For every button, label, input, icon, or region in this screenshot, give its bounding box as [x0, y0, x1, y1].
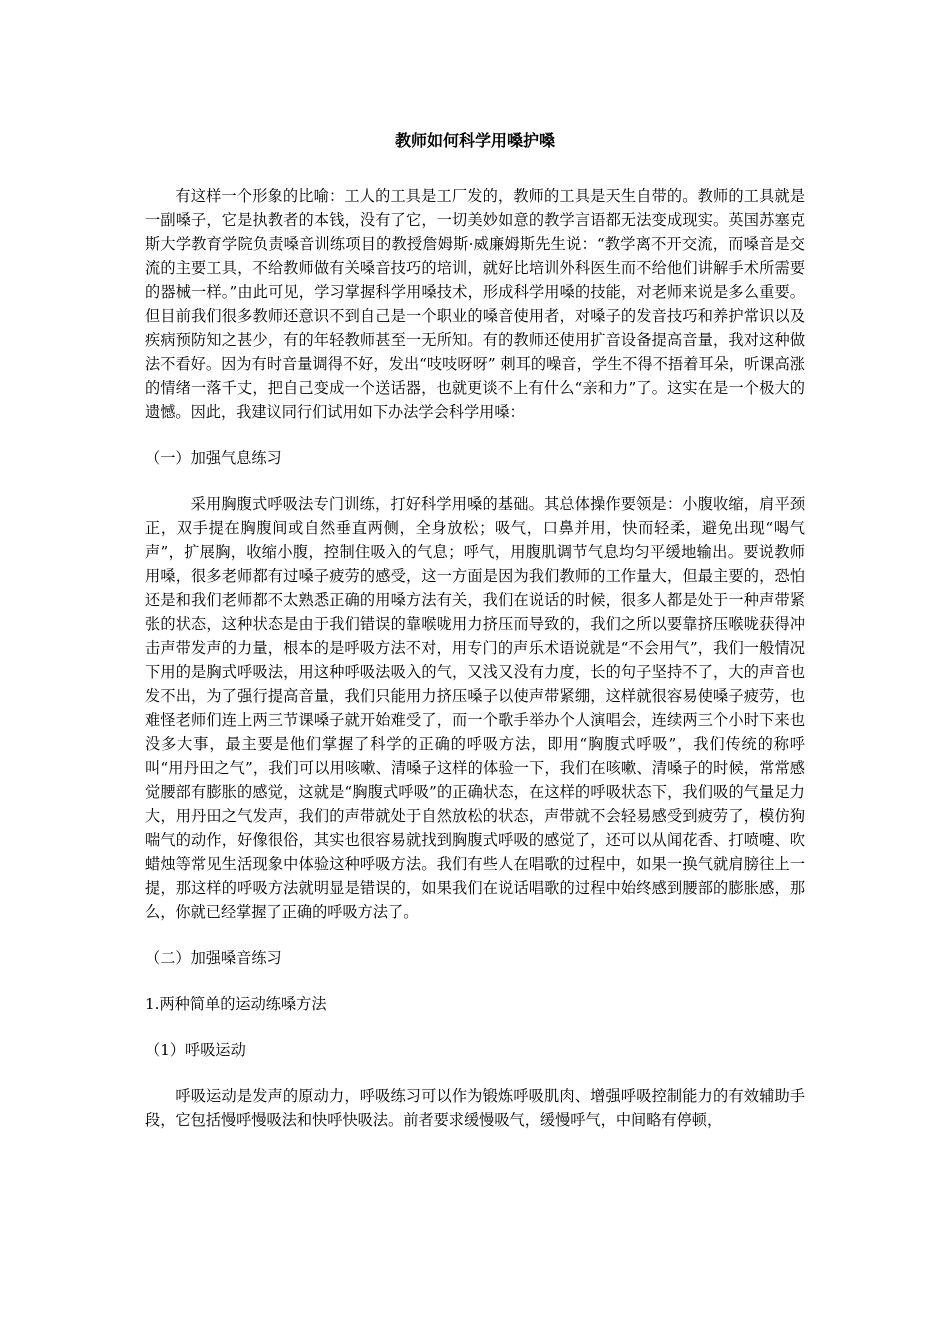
document-content: [145, 120, 805, 1132]
subsubsection-1-body: 呼吸运动是发声的原动力，呼吸练习可以作为锻炼呼吸肌肉、增强呼吸控制能力的有效辅助手段，它包括慢呼慢吸法和快呼快吸法。前者要求缓慢吸气，缓慢呼气，中间略有停顿，: [145, 1087, 805, 1129]
intro-paragraph: 有这样一个形象的比喻：工人的工具是工厂发的，教师的工具是天生自带的。教师的工具就是一副嗓子，它是执教者的本钱，没有了它，一切美妙如意的教学言语都无法变成现实。英国苏塞克斯大学教育学院负责嗓音训练项目的教授詹姆斯·威廉姆斯先生说：“教学离不开交流，而嗓音是交流的主要工具，不给教师做有关嗓音技巧的培训，就好比培训外科医生而不给他们讲解手术所需要的器械一样。”由此可见，学习掌握科学用嗓技术，形成科学用嗓的技能，对老师来说是多么重要。但目前我们很多教师还意识不到自己是一个职业的嗓音使用者，对嗓子的发音技巧和养护常识以及疾病预防知之甚少，有的年轻教师甚至一无所知。有的教师还使用扩音设备提高音量，我对这种做法不看好。因为有时音量调得不好，发出“吱吱呀呀” 刺耳的噪音，学生不得不捂着耳朵，听课高涨的情绪一落千丈，把自己变成一个送话器，也就更谈不上有什么“亲和力”了。这实在是一个极大的遗憾。因此，我建议同行们试用如下办法学会科学用嗓：: [145, 187, 805, 421]
subsection-1-heading: 1.两种简单的运动练嗓方法: [145, 995, 327, 1013]
document-title: 教师如何科学用嗓护嗓: [394, 131, 555, 150]
section-2-heading: （二）加强嗓音练习: [145, 949, 282, 967]
subsubsection-1-heading: （1）呼吸运动: [145, 1041, 246, 1059]
section-1-body: 采用胸腹式呼吸法专门训练，打好科学用嗓的基础。其总体操作要领是：小腹收缩，肩平颈正，双手提在胸腹间或自然垂直两侧，全身放松；吸气，口鼻并用，快而轻柔，避免出现“喝气声”，扩展胸，收缩小腹，控制住吸入的气息；呼气，用腹肌调节气息均匀平缓地输出。要说教师用嗓，很多老师都有过嗓子疲劳的感受，这一方面是因为我们教师的工作量大，但最主要的，恐怕还是和我们老师都不太熟悉正确的用嗓方法有关，我们在说话的时候，很多人都是处于一种声带紧张的状态，这种状态是由于我们错误的靠喉咙用力挤压而导致的，我们之所以要靠挤压喉咙获得冲击声带发声的力量，根本的是呼吸方法不对，用专门的声乐术语说就是“不会用气”，我们一般情况下用的是胸式呼吸法，用这种呼吸法吸入的气，又浅又没有力度，长的句子坚持不了，大的声音也发不出，为了强行提高音量，我们只能用力挤压嗓子以使声带紧绷，这样就很容易使嗓子疲劳，也难怪老师们连上两三节课嗓子就开始难受了，而一个歌手举办个人演唱会，连续两三个小时下来也没多大事，最主要是他们掌握了科学的正确的呼吸方法，即用“胸腹式呼吸”，我们传统的称呼叫“用丹田之气”，我们可以用咳嗽、清嗓子这样的体验一下，我们在咳嗽、清嗓子的时候，常常感觉腰部有膨胀的感觉，这就是“胸腹式呼吸”的正确状态，在这样的呼吸状态下，我们吸的气量足力大，用丹田之气发声，我们的声带就处于自然放松的状态，声带就不会轻易感受到疲劳了，模仿狗喘气的动作，好像很俗，其实也很容易就找到胸腹式呼吸的感觉了，还可以从闻花香、打喷嚏、吹蜡烛等常见生活现象中体验这种呼吸方法。我们有些人在唱歌的过程中，如果一换气就肩膀往上一提，那这样的呼吸方法就明显是错误的，如果我们在说话唱歌的过程中始终感到腰部的膨胀感，那么，你就已经掌握了正确的呼吸方法了。: [145, 495, 805, 921]
section-1-heading: （一）加强气息练习: [145, 449, 282, 467]
